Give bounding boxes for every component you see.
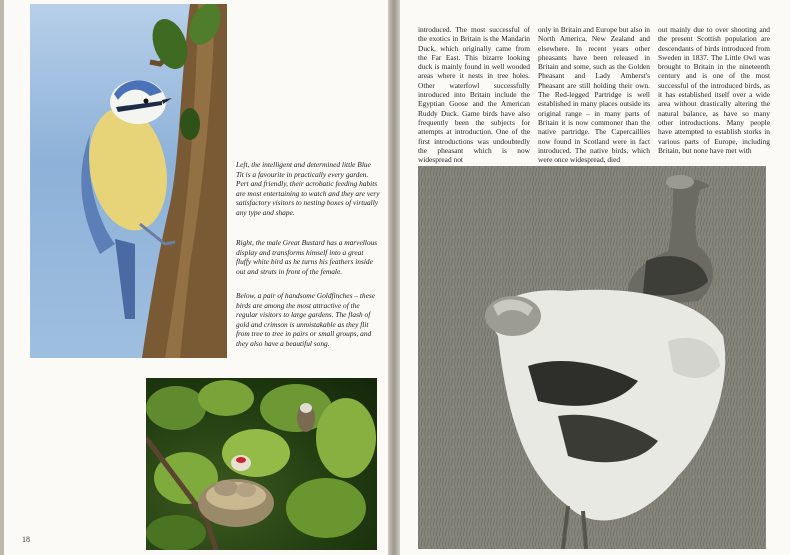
caption-goldfinches: Below, a pair of handsome Goldfinches – these birds are among the most attractive of the regular visitors to large gardens. The flash of gold and crimson is unmistakable as they flit from tree to tree in pairs or small groups, and they also have a beautiful song. xyxy=(236,291,376,348)
page-edge xyxy=(0,0,4,555)
great-bustard-photo xyxy=(418,166,766,549)
caption-great-bustard: Right, the male Great Bustard has a marvellous display and transforms himself into a great fluffy white bird as he turns his feathers inside out and struts in front of the female. xyxy=(236,238,378,276)
goldfinch-nest-photo xyxy=(146,378,377,550)
blue-tit-photo xyxy=(30,4,227,358)
text-column-1: introduced. The most successful of the exotics in Britain is the Mandarin Duck, which originally came from the Far East. This bizarre looking duck is mainly found in well wooded areas where it nests in tree holes. Other waterfowl successfully introduced into Britain include the Egyptian Goose and the American Ruddy Duck. Game birds have also frequently been the subjects for attempts at introduction. One of the first introductions was undoubtedly the pheasant which is now widespread not xyxy=(418,25,530,165)
page-number: 18 xyxy=(22,535,30,544)
text-column-2: only in Britain and Europe but also in North America, New Zealand and elsewhere. In recent years other pheasants have been released in Britain and some, such as the Golden Pheasant and Lady Amherst's Pheasant are still holding their own. The Red-legged Partridge is well established in many places outside its original range – in many parts of Britain it is now commoner than the native partridge. The Capercaillies now found in Scotland were in fact introduced. The native birds, which were once widespread, died xyxy=(538,25,650,165)
caption-blue-tit: Left, the intelligent and determined little Blue Tit is a favourite in practically every garden. Pert and friendly, their acrobatic feeding habits are most entertaining to watch and they are very satisfactory visitors to nesting boxes of virtually any type and shape. xyxy=(236,160,380,217)
book-gutter xyxy=(388,0,400,555)
text-column-3: out mainly due to over shooting and the present Scottish population are descendants of birds introduced from Sweden in 1837. The Little Owl was brought to Britain in the nineteenth century and is one of the most successful of the introduced birds, as it has established itself over a wide area without drastically altering the natural balance, as have so many other introductions. Many people have attempted to establish storks in various parts of Europe, including Britain, but none have met with xyxy=(658,25,770,155)
